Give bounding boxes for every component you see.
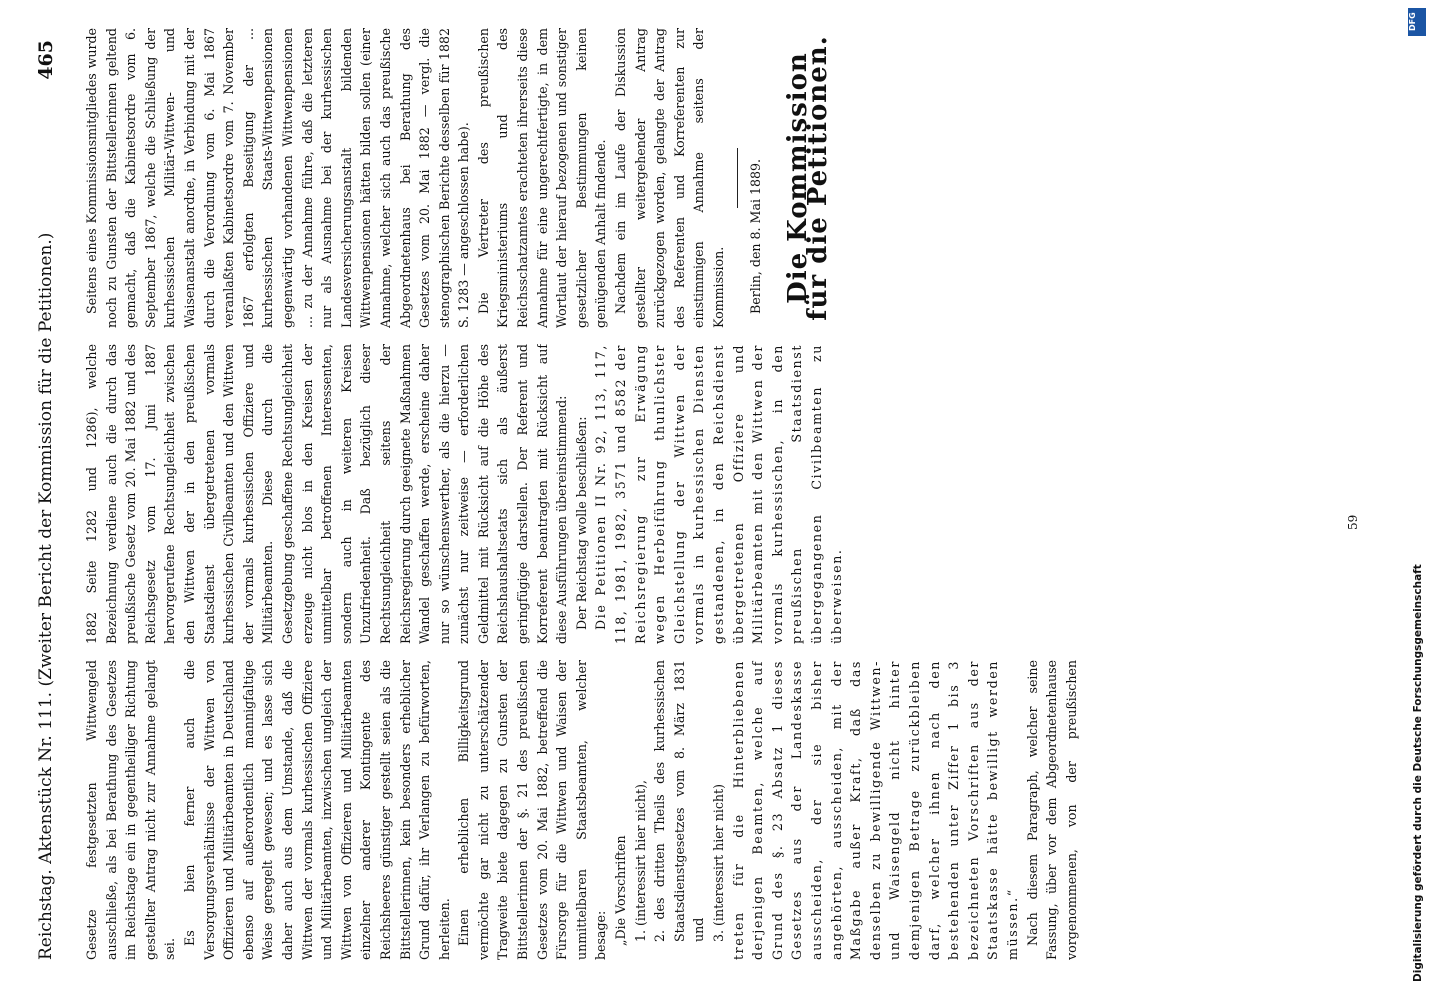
- header-title: Reichstag. Aktenstück Nr. 111. (Zweiter Bericht der Kommission für die Petitionen.): [36, 232, 56, 960]
- column-middle: [82, 344, 1082, 644]
- paragraph: Nachdem ein im Laufe der Diskussion gestellter weitergehender Antrag zurückgezogen worden, gelangte der Antrag des Referenten und Korreferenten zur einstimmigen Annahme seitens der Kommission.: [613, 28, 726, 328]
- paragraph: Es bien ferner auch die Versorgungsverhältnisse der Wittwen von Offizieren und Militärbeamten in Deutschland ebenso auf außerordentlich mannigfaltige Weise geregelt gewesen; und es lasse sich daher auch aus dem Umstande, daß die Wittwen der vormals kurhessischen Offiziere und Militärbeamten, inzwischen ungleich der Wittwen von Offizieren und Militärbeamten einzelner anderer Kontingente des Reichsheeres günstiger gestellt seien als die Bittstellerinnen, kein besonders erheblicher Grund dafür, ihr Verlangen zu befürworten, herleiten.: [181, 660, 452, 960]
- resolution-text: Die Petitionen II Nr. 92, 113, 117, 118, 1981, 1982, 3571 und 8582 der Reichsregierung zur Erwägung wegen Herbeiführung thunlichster Gleichstellung der Wittwen der vormals in kurhessischen Diensten gestandenen, in den Reichsdienst übergetretenen Offiziere und Militärbeamten mit den Wittwen der vormals kurhessischen, in den preußischen Staatsdienst übergegangenen Civilbeamten zu überweisen.: [593, 344, 844, 644]
- paragraph: Der Reichstag wolle beschließen:: [573, 416, 589, 630]
- paragraph: Nach diesem Paragraph, welcher seine Fassung, über vor dem Abgeordnetenhause vorgenommenen, von der preußischen: [1024, 660, 1079, 960]
- sheet-number: 59: [1346, 514, 1360, 530]
- list-item: 1. (interessirt hier nicht),: [632, 780, 648, 942]
- list-item: 3. (interessirt hier nicht): [711, 784, 726, 942]
- paragraph: Seitens eines Kommissionsmitgliedes wurde noch zu Gunsten der Bittstellerinnen geltend gemacht, daß die Kabinetsordre vom 6. September 1867, welche die Schließung der kurhessischen Militär-Wittwen- und Waisenanstalt anordne, in Verbindung mit der durch die Verordnung vom 6. Mai 1867 veranlaßten Kabinetsordre vom 7. November 1867 erfolgten Beseitigung der ... kurhessischen Staats-Wittwenpensionen gegenwärtig vorhandenen Wittwenpensionen ... zu der Annahme führe, daß die letzteren nur als Ausnahme bei der kurhessischen Landesversicherungsanstalt bildenden Wittwenpensionen hätten bilden sollen (einer Annahme, welcher sich auch das preußische Abgeordnetenhaus bei Berathung des Gesetzes vom 20. Mai 1882 — vergl. die stenographischen Berichte desselben für 1882 S. 1283 — angeschlossen habe).: [84, 28, 472, 328]
- list-item: 2. des dritten Theils des kurhessischen Staatsdienstgesetzes vom 8. März 1831 und: [652, 660, 707, 942]
- paragraph: Einen erheblichen Billigkeitsgrund vermöchte gar nicht zu unterschätzender Tragweite biete dagegen zu Gunsten der Bittstellerinnen der §. 21 des preußischen Gesetzes vom 20. Mai 1882, betreffend die Fürsorge für die Wittwen und Waisen der unmittelbaren Staatsbeamten, welcher besage:: [456, 660, 609, 960]
- divider: [737, 148, 738, 208]
- paragraph: Die Vertreter des preußischen Kriegsministeriums und des Reichsschatzamtes erachteten ihrerseits diese Annahme für eine ungerechtfertigte, in dem Wortlaut der hierauf bezogenen und sonstiger gesetzlicher Bestimmungen keinen genügenden Anhalt findende.: [475, 28, 609, 328]
- funding-note: Digitalisierung gefördert durch die Deutsche Forschungsgemeinschaft: [1412, 564, 1424, 982]
- signature-title: Die Kommission für die Petitionen.: [783, 35, 833, 321]
- quote-intro: „Die Vorschriften: [613, 835, 629, 946]
- paragraph: Gesetze festgesetzten Wittwengeld ausschließe, als bei Berathung des Gesetzes im Reichstage ein in gegentheiliger Richtung gestellter Antrag nicht zur Annahme gelangt sei.: [84, 660, 178, 960]
- page-number: 465: [35, 40, 57, 80]
- funding-sidebar: [1404, 0, 1430, 1000]
- paragraph: 1882 Seite 1282 und 1286), welche Bezeichnung verdiene auch die durch das preußische Gesetz vom 20. Mai 1882 und des Reichsgesetz vom 17. Juni 1887 hervorgerufene Rechtsungleichheit zwischen den Wittwen der in den preußischen Staatsdienst übergetretenen vormals kurhessischen Civilbeamten und den Wittwen der vormals kurhessischen Offiziere und Militärbeamten. Diese durch die Gesetzgebung geschaffene Rechtsungleichheit erzeuge nicht blos in den Kreisen der unmittelbar betroffenen Interessenten, sondern auch in weiteren Kreisen Unzufriedenheit. Daß bezüglich dieser Rechtsungleichheit seitens der Reichsregierung durch geeignete Maßnahmen Wandel geschaffen werde, erscheine daher nur so wünschenswerther, als die hierzu — zunächst nur zeitweise — erforderlichen Geldmittel mit Rücksicht auf die Höhe des Reichshaushaltsetats sich als äußerst geringfügige darstellen. Der Referent und Korreferent beantragten mit Rücksicht auf diese Ausführungen übereinstimmend:: [84, 344, 570, 644]
- paragraph: treten für die Hinterbliebenen derjenigen Beamten, welche auf Grund des §. 23 Absatz 1 dieses Gesetzes aus der Landeskasse ausscheiden, der sie bisher angehörten, ausscheiden, mit der Maßgabe außer Kraft, daß das denselben zu bewilligende Wittwen- und Waisengeld nicht hinter demjenigen Betrage zurückbleiben darf, welcher ihnen nach den bestehenden unter Ziffer 1 bis 3 bezeichneten Vorschriften aus der Staatskasse hätte bewilligt werden müssen.“: [730, 660, 1020, 960]
- place-date: Berlin, den 8. Mai 1889.: [747, 158, 763, 314]
- column-right: [82, 28, 1082, 328]
- rotated-content: [16, 0, 1416, 1000]
- column-left: [82, 660, 1082, 960]
- running-header: [16, 40, 76, 960]
- dfg-logo: DFG: [1408, 8, 1426, 36]
